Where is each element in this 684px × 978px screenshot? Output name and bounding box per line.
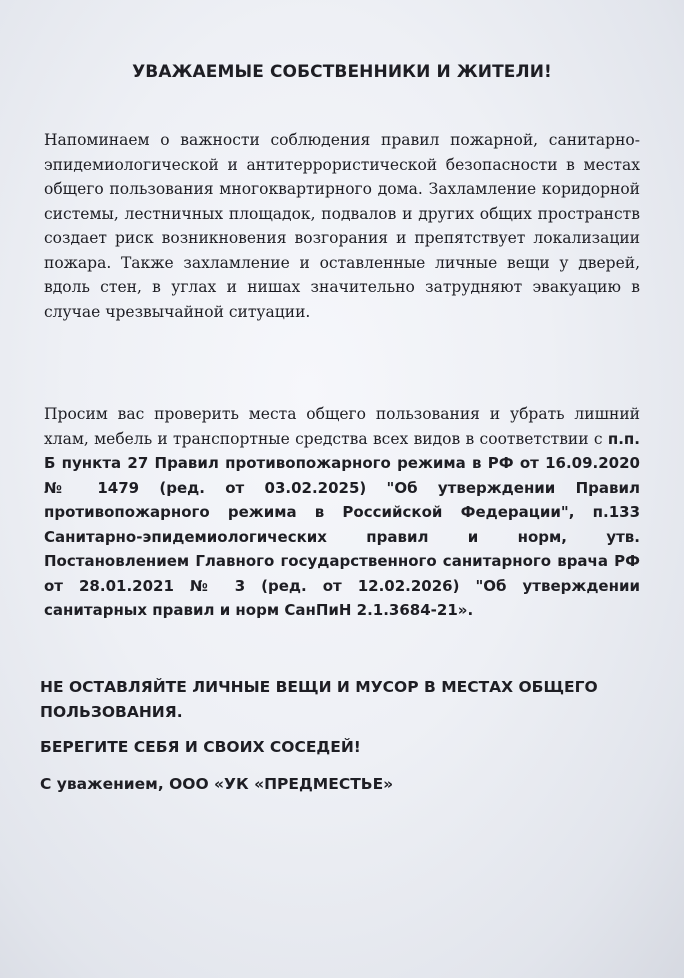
care-heading: БЕРЕГИТЕ СЕБЯ И СВОИХ СОСЕДЕЙ! [40, 738, 361, 756]
intro-paragraph: Напоминаем о важности соблюдения правил пожарной, санитарно-эпидемиологической и антитеррористической безопасности в местах общего пользования многоквартирного дома. Захламление коридорной системы, лестничных площадок, подвалов и других общих пространств создает риск возникновения возгорания и препятствует локализации пожара. Также захламление и оставленные личные вещи у дверей, вдоль стен, в углах и нишах значительно затрудняют эвакуацию в случае чрезвычайной ситуации. [44, 131, 640, 321]
signature: С уважением, ООО «УК «ПРЕДМЕСТЬЕ» [40, 775, 394, 793]
request-text: Просим вас проверить места общего пользования и убрать лишний хлам, мебель и транспортные средства всех видов в соответствии с [44, 405, 640, 448]
request-paragraph [44, 402, 640, 623]
notice-title: УВАЖАЕМЫЕ СОБСТВЕННИКИ И ЖИТЕЛИ! [132, 62, 552, 82]
warning-heading: НЕ ОСТАВЛЯЙТЕ ЛИЧНЫЕ ВЕЩИ И МУСОР В МЕСТАХ ОБЩЕГО ПОЛЬЗОВАНИЯ. [40, 678, 598, 721]
legal-reference: п.п. Б пункта 27 Правил противопожарного режима в РФ от 16.09.2020 № 1479 (ред. от 03.02.2025) "Об утверждении Правил противопожарного режима в Российской Федерации", п.133 Санитарно-эпидемиологических правил и норм, утв. Постановлением Главного государственного санитарного врача РФ от 28.01.2021 № 3 (ред. от 12.02.2026) "Об утверждении санитарных правил и норм СанПиН 2.1.3684-21». [44, 429, 640, 619]
